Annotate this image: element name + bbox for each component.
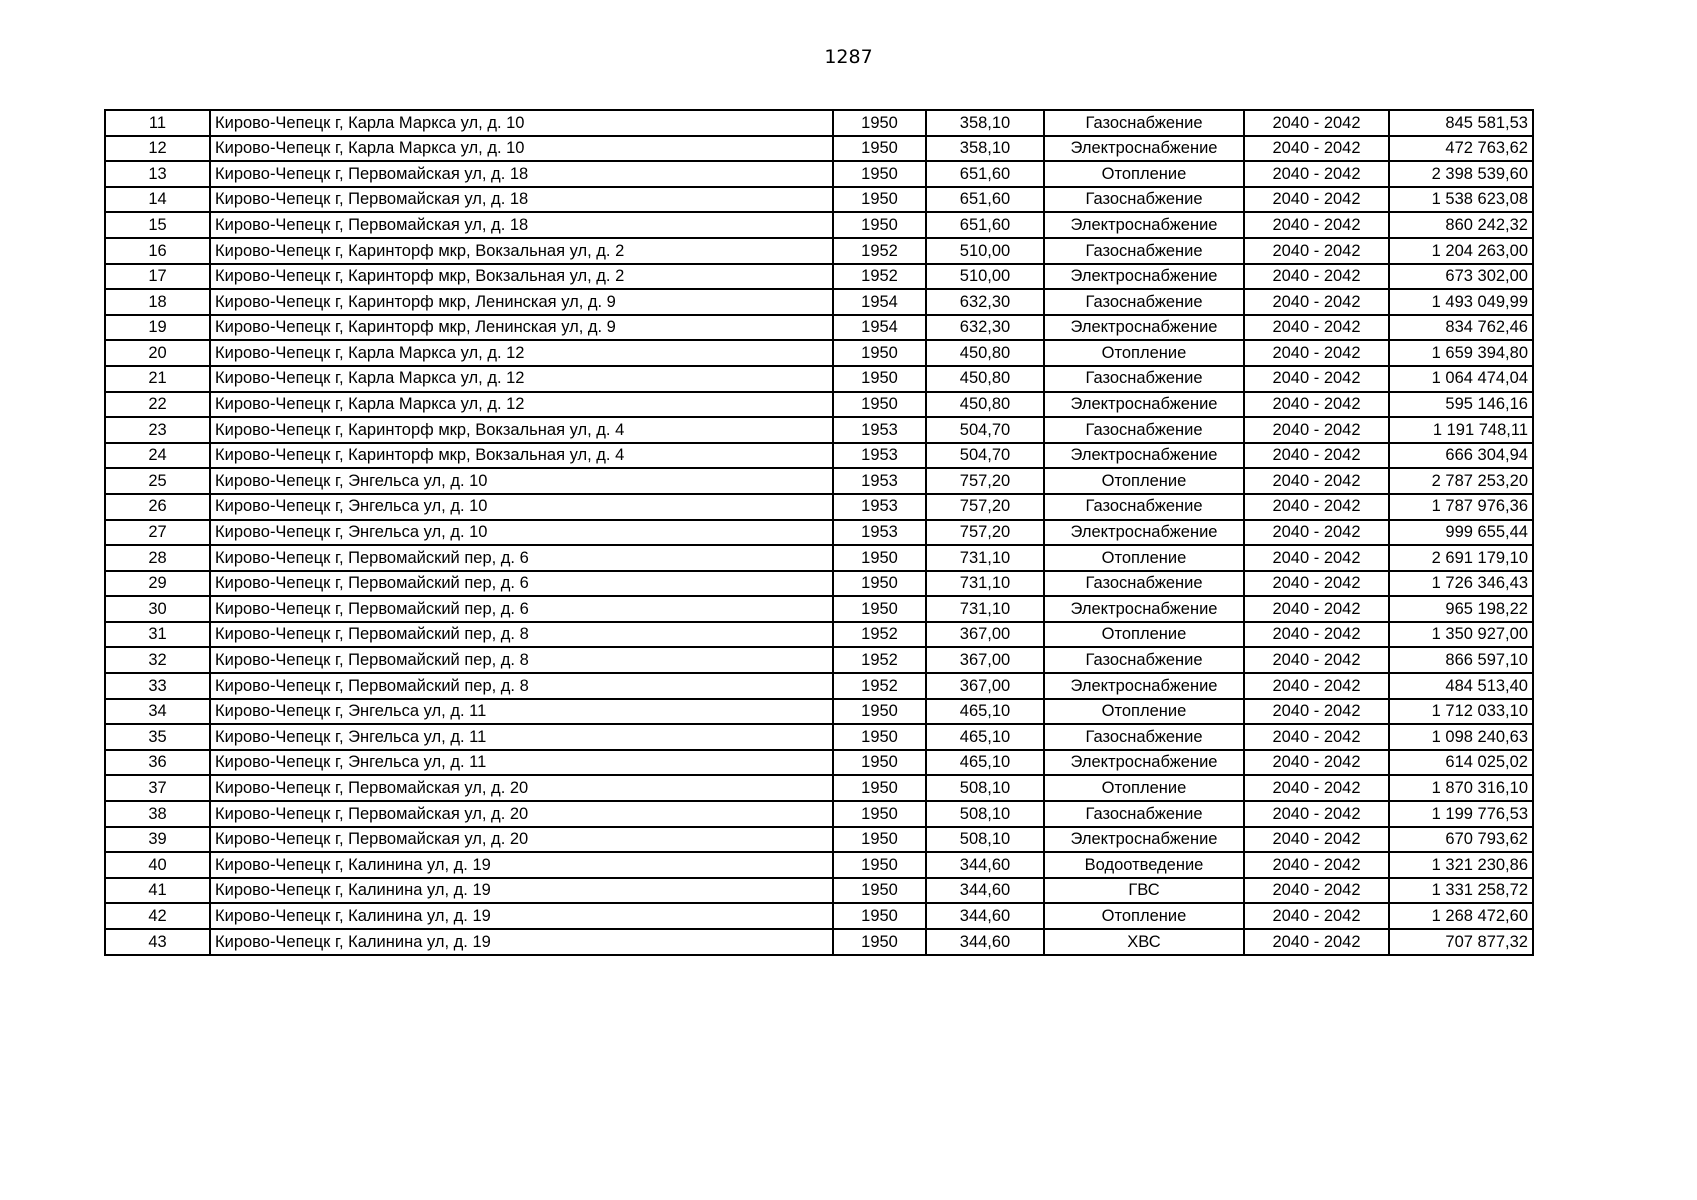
build-year-cell: 1953 <box>833 494 926 520</box>
period-cell: 2040 - 2042 <box>1244 110 1389 136</box>
build-year-cell: 1950 <box>833 929 926 955</box>
row-number-cell: 33 <box>105 673 210 699</box>
address-cell: Кирово-Чепецк г, Карла Маркса ул, д. 12 <box>210 340 833 366</box>
period-cell: 2040 - 2042 <box>1244 622 1389 648</box>
build-year-cell: 1950 <box>833 801 926 827</box>
area-cell: 358,10 <box>926 136 1044 162</box>
build-year-cell: 1952 <box>833 673 926 699</box>
cost-cell: 2 398 539,60 <box>1389 161 1533 187</box>
period-cell: 2040 - 2042 <box>1244 187 1389 213</box>
period-cell: 2040 - 2042 <box>1244 264 1389 290</box>
cost-cell: 1 204 263,00 <box>1389 238 1533 264</box>
row-number-cell: 34 <box>105 699 210 725</box>
address-cell: Кирово-Чепецк г, Первомайская ул, д. 18 <box>210 161 833 187</box>
table-row <box>105 545 1533 571</box>
area-cell: 344,60 <box>926 852 1044 878</box>
work-type-cell: Электроснабжение <box>1044 827 1244 853</box>
work-type-cell: Электроснабжение <box>1044 596 1244 622</box>
row-number-cell: 23 <box>105 417 210 443</box>
period-cell: 2040 - 2042 <box>1244 289 1389 315</box>
build-year-cell: 1950 <box>833 596 926 622</box>
address-cell: Кирово-Чепецк г, Каринторф мкр, Ленинская ул, д. 9 <box>210 315 833 341</box>
area-cell: 632,30 <box>926 289 1044 315</box>
address-cell: Кирово-Чепецк г, Каринторф мкр, Вокзальная ул, д. 4 <box>210 417 833 443</box>
work-type-cell: Электроснабжение <box>1044 392 1244 418</box>
area-cell: 504,70 <box>926 443 1044 469</box>
work-type-cell: Газоснабжение <box>1044 494 1244 520</box>
area-cell: 367,00 <box>926 673 1044 699</box>
area-cell: 731,10 <box>926 596 1044 622</box>
cost-cell: 673 302,00 <box>1389 264 1533 290</box>
table-body <box>105 110 1533 955</box>
area-cell: 465,10 <box>926 750 1044 776</box>
period-cell: 2040 - 2042 <box>1244 161 1389 187</box>
work-type-cell: Отопление <box>1044 775 1244 801</box>
cost-cell: 1 493 049,99 <box>1389 289 1533 315</box>
table-row <box>105 929 1533 955</box>
period-cell: 2040 - 2042 <box>1244 827 1389 853</box>
area-cell: 465,10 <box>926 724 1044 750</box>
build-year-cell: 1950 <box>833 775 926 801</box>
table-row <box>105 699 1533 725</box>
table-row <box>105 647 1533 673</box>
address-cell: Кирово-Чепецк г, Энгельса ул, д. 10 <box>210 520 833 546</box>
address-cell: Кирово-Чепецк г, Калинина ул, д. 19 <box>210 852 833 878</box>
cost-cell: 595 146,16 <box>1389 392 1533 418</box>
cost-cell: 1 350 927,00 <box>1389 622 1533 648</box>
table-row <box>105 852 1533 878</box>
area-cell: 731,10 <box>926 545 1044 571</box>
area-cell: 651,60 <box>926 161 1044 187</box>
cost-cell: 834 762,46 <box>1389 315 1533 341</box>
work-type-cell: Отопление <box>1044 545 1244 571</box>
cost-cell: 1 098 240,63 <box>1389 724 1533 750</box>
period-cell: 2040 - 2042 <box>1244 494 1389 520</box>
work-type-cell: Отопление <box>1044 622 1244 648</box>
area-cell: 367,00 <box>926 622 1044 648</box>
area-cell: 358,10 <box>926 110 1044 136</box>
period-cell: 2040 - 2042 <box>1244 366 1389 392</box>
row-number-cell: 15 <box>105 212 210 238</box>
build-year-cell: 1950 <box>833 366 926 392</box>
period-cell: 2040 - 2042 <box>1244 340 1389 366</box>
build-year-cell: 1952 <box>833 622 926 648</box>
cost-cell: 860 242,32 <box>1389 212 1533 238</box>
address-cell: Кирово-Чепецк г, Карла Маркса ул, д. 12 <box>210 366 833 392</box>
table-row <box>105 494 1533 520</box>
period-cell: 2040 - 2042 <box>1244 724 1389 750</box>
address-cell: Кирово-Чепецк г, Карла Маркса ул, д. 10 <box>210 136 833 162</box>
build-year-cell: 1950 <box>833 212 926 238</box>
row-number-cell: 12 <box>105 136 210 162</box>
table-row <box>105 596 1533 622</box>
table-row <box>105 289 1533 315</box>
area-cell: 508,10 <box>926 827 1044 853</box>
period-cell: 2040 - 2042 <box>1244 647 1389 673</box>
address-cell: Кирово-Чепецк г, Энгельса ул, д. 11 <box>210 699 833 725</box>
row-number-cell: 18 <box>105 289 210 315</box>
address-cell: Кирово-Чепецк г, Первомайская ул, д. 18 <box>210 187 833 213</box>
table-row <box>105 827 1533 853</box>
area-cell: 632,30 <box>926 315 1044 341</box>
table-row <box>105 622 1533 648</box>
table-row <box>105 571 1533 597</box>
row-number-cell: 25 <box>105 468 210 494</box>
area-cell: 367,00 <box>926 647 1044 673</box>
build-year-cell: 1950 <box>833 545 926 571</box>
build-year-cell: 1950 <box>833 340 926 366</box>
address-cell: Кирово-Чепецк г, Карла Маркса ул, д. 10 <box>210 110 833 136</box>
row-number-cell: 38 <box>105 801 210 827</box>
cost-cell: 1 787 976,36 <box>1389 494 1533 520</box>
row-number-cell: 41 <box>105 878 210 904</box>
work-type-cell: Электроснабжение <box>1044 443 1244 469</box>
row-number-cell: 28 <box>105 545 210 571</box>
period-cell: 2040 - 2042 <box>1244 903 1389 929</box>
cost-cell: 1 199 776,53 <box>1389 801 1533 827</box>
cost-cell: 1 659 394,80 <box>1389 340 1533 366</box>
period-cell: 2040 - 2042 <box>1244 443 1389 469</box>
build-year-cell: 1950 <box>833 136 926 162</box>
area-cell: 510,00 <box>926 264 1044 290</box>
work-type-cell: Газоснабжение <box>1044 187 1244 213</box>
cost-cell: 1 538 623,08 <box>1389 187 1533 213</box>
address-cell: Кирово-Чепецк г, Энгельса ул, д. 10 <box>210 468 833 494</box>
cost-cell: 670 793,62 <box>1389 827 1533 853</box>
row-number-cell: 13 <box>105 161 210 187</box>
address-cell: Кирово-Чепецк г, Калинина ул, д. 19 <box>210 929 833 955</box>
period-cell: 2040 - 2042 <box>1244 315 1389 341</box>
build-year-cell: 1950 <box>833 878 926 904</box>
row-number-cell: 26 <box>105 494 210 520</box>
period-cell: 2040 - 2042 <box>1244 417 1389 443</box>
build-year-cell: 1953 <box>833 443 926 469</box>
period-cell: 2040 - 2042 <box>1244 699 1389 725</box>
cost-cell: 472 763,62 <box>1389 136 1533 162</box>
build-year-cell: 1952 <box>833 264 926 290</box>
page-number: 1287 <box>824 46 873 68</box>
address-cell: Кирово-Чепецк г, Первомайский пер, д. 8 <box>210 647 833 673</box>
row-number-cell: 39 <box>105 827 210 853</box>
area-cell: 757,20 <box>926 494 1044 520</box>
build-year-cell: 1950 <box>833 750 926 776</box>
period-cell: 2040 - 2042 <box>1244 878 1389 904</box>
row-number-cell: 17 <box>105 264 210 290</box>
build-year-cell: 1950 <box>833 724 926 750</box>
area-cell: 450,80 <box>926 340 1044 366</box>
table-row <box>105 392 1533 418</box>
work-type-cell: Электроснабжение <box>1044 264 1244 290</box>
work-type-cell: Электроснабжение <box>1044 520 1244 546</box>
build-year-cell: 1953 <box>833 520 926 546</box>
build-year-cell: 1950 <box>833 392 926 418</box>
work-type-cell: Газоснабжение <box>1044 647 1244 673</box>
area-cell: 450,80 <box>926 392 1044 418</box>
address-cell: Кирово-Чепецк г, Энгельса ул, д. 11 <box>210 750 833 776</box>
table-row <box>105 161 1533 187</box>
work-type-cell: Газоснабжение <box>1044 289 1244 315</box>
period-cell: 2040 - 2042 <box>1244 545 1389 571</box>
table-row <box>105 673 1533 699</box>
work-type-cell: Электроснабжение <box>1044 315 1244 341</box>
work-type-cell: ГВС <box>1044 878 1244 904</box>
area-cell: 344,60 <box>926 903 1044 929</box>
address-cell: Кирово-Чепецк г, Первомайская ул, д. 18 <box>210 212 833 238</box>
table-row <box>105 417 1533 443</box>
cost-cell: 999 655,44 <box>1389 520 1533 546</box>
cost-cell: 1 726 346,43 <box>1389 571 1533 597</box>
build-year-cell: 1953 <box>833 468 926 494</box>
area-cell: 344,60 <box>926 929 1044 955</box>
table-row <box>105 366 1533 392</box>
table-row <box>105 775 1533 801</box>
cost-cell: 1 268 472,60 <box>1389 903 1533 929</box>
address-cell: Кирово-Чепецк г, Каринторф мкр, Вокзальная ул, д. 2 <box>210 238 833 264</box>
cost-cell: 2 691 179,10 <box>1389 545 1533 571</box>
period-cell: 2040 - 2042 <box>1244 929 1389 955</box>
row-number-cell: 37 <box>105 775 210 801</box>
table-row <box>105 264 1533 290</box>
build-year-cell: 1950 <box>833 903 926 929</box>
period-cell: 2040 - 2042 <box>1244 238 1389 264</box>
row-number-cell: 14 <box>105 187 210 213</box>
row-number-cell: 35 <box>105 724 210 750</box>
area-cell: 508,10 <box>926 775 1044 801</box>
address-cell: Кирово-Чепецк г, Калинина ул, д. 19 <box>210 903 833 929</box>
build-year-cell: 1954 <box>833 315 926 341</box>
cost-cell: 1 712 033,10 <box>1389 699 1533 725</box>
build-year-cell: 1950 <box>833 827 926 853</box>
work-type-cell: Газоснабжение <box>1044 238 1244 264</box>
work-type-cell: Газоснабжение <box>1044 366 1244 392</box>
build-year-cell: 1952 <box>833 238 926 264</box>
build-year-cell: 1950 <box>833 110 926 136</box>
row-number-cell: 27 <box>105 520 210 546</box>
build-year-cell: 1950 <box>833 699 926 725</box>
work-type-cell: Отопление <box>1044 903 1244 929</box>
area-cell: 651,60 <box>926 187 1044 213</box>
work-type-cell: Газоснабжение <box>1044 110 1244 136</box>
cost-cell: 484 513,40 <box>1389 673 1533 699</box>
table-row <box>105 136 1533 162</box>
period-cell: 2040 - 2042 <box>1244 801 1389 827</box>
cost-cell: 666 304,94 <box>1389 443 1533 469</box>
address-cell: Кирово-Чепецк г, Первомайский пер, д. 8 <box>210 673 833 699</box>
work-type-cell: Электроснабжение <box>1044 136 1244 162</box>
work-type-cell: Отопление <box>1044 468 1244 494</box>
work-type-cell: Электроснабжение <box>1044 212 1244 238</box>
work-type-cell: Электроснабжение <box>1044 750 1244 776</box>
row-number-cell: 30 <box>105 596 210 622</box>
table-row <box>105 187 1533 213</box>
address-cell: Кирово-Чепецк г, Первомайская ул, д. 20 <box>210 775 833 801</box>
table-row <box>105 903 1533 929</box>
address-cell: Кирово-Чепецк г, Каринторф мкр, Ленинская ул, д. 9 <box>210 289 833 315</box>
cost-cell: 965 198,22 <box>1389 596 1533 622</box>
work-type-cell: Отопление <box>1044 699 1244 725</box>
area-cell: 651,60 <box>926 212 1044 238</box>
table-row <box>105 878 1533 904</box>
row-number-cell: 36 <box>105 750 210 776</box>
row-number-cell: 11 <box>105 110 210 136</box>
area-cell: 757,20 <box>926 520 1044 546</box>
work-type-cell: Газоснабжение <box>1044 724 1244 750</box>
repair-schedule-table <box>104 109 1534 956</box>
build-year-cell: 1950 <box>833 852 926 878</box>
period-cell: 2040 - 2042 <box>1244 571 1389 597</box>
address-cell: Кирово-Чепецк г, Каринторф мкр, Вокзальная ул, д. 2 <box>210 264 833 290</box>
work-type-cell: Отопление <box>1044 340 1244 366</box>
address-cell: Кирово-Чепецк г, Первомайская ул, д. 20 <box>210 827 833 853</box>
work-type-cell: Газоснабжение <box>1044 571 1244 597</box>
row-number-cell: 19 <box>105 315 210 341</box>
table-row <box>105 212 1533 238</box>
table-row <box>105 801 1533 827</box>
work-type-cell: Газоснабжение <box>1044 417 1244 443</box>
row-number-cell: 16 <box>105 238 210 264</box>
address-cell: Кирово-Чепецк г, Энгельса ул, д. 10 <box>210 494 833 520</box>
work-type-cell: Отопление <box>1044 161 1244 187</box>
cost-cell: 707 877,32 <box>1389 929 1533 955</box>
work-type-cell: Электроснабжение <box>1044 673 1244 699</box>
cost-cell: 1 321 230,86 <box>1389 852 1533 878</box>
cost-cell: 1 191 748,11 <box>1389 417 1533 443</box>
cost-cell: 866 597,10 <box>1389 647 1533 673</box>
period-cell: 2040 - 2042 <box>1244 136 1389 162</box>
address-cell: Кирово-Чепецк г, Каринторф мкр, Вокзальная ул, д. 4 <box>210 443 833 469</box>
row-number-cell: 43 <box>105 929 210 955</box>
row-number-cell: 40 <box>105 852 210 878</box>
address-cell: Кирово-Чепецк г, Первомайский пер, д. 6 <box>210 545 833 571</box>
area-cell: 504,70 <box>926 417 1044 443</box>
table-row <box>105 110 1533 136</box>
row-number-cell: 24 <box>105 443 210 469</box>
table-row <box>105 750 1533 776</box>
table-row <box>105 468 1533 494</box>
address-cell: Кирово-Чепецк г, Калинина ул, д. 19 <box>210 878 833 904</box>
work-type-cell: Водоотведение <box>1044 852 1244 878</box>
build-year-cell: 1950 <box>833 161 926 187</box>
address-cell: Кирово-Чепецк г, Энгельса ул, д. 11 <box>210 724 833 750</box>
area-cell: 731,10 <box>926 571 1044 597</box>
build-year-cell: 1950 <box>833 571 926 597</box>
cost-cell: 614 025,02 <box>1389 750 1533 776</box>
period-cell: 2040 - 2042 <box>1244 392 1389 418</box>
table-row <box>105 238 1533 264</box>
period-cell: 2040 - 2042 <box>1244 750 1389 776</box>
period-cell: 2040 - 2042 <box>1244 852 1389 878</box>
build-year-cell: 1953 <box>833 417 926 443</box>
period-cell: 2040 - 2042 <box>1244 596 1389 622</box>
table-row <box>105 443 1533 469</box>
build-year-cell: 1952 <box>833 647 926 673</box>
cost-cell: 1 870 316,10 <box>1389 775 1533 801</box>
row-number-cell: 32 <box>105 647 210 673</box>
work-type-cell: Газоснабжение <box>1044 801 1244 827</box>
row-number-cell: 31 <box>105 622 210 648</box>
row-number-cell: 20 <box>105 340 210 366</box>
work-type-cell: ХВС <box>1044 929 1244 955</box>
row-number-cell: 29 <box>105 571 210 597</box>
period-cell: 2040 - 2042 <box>1244 673 1389 699</box>
table-row <box>105 340 1533 366</box>
area-cell: 757,20 <box>926 468 1044 494</box>
row-number-cell: 21 <box>105 366 210 392</box>
table-row <box>105 724 1533 750</box>
area-cell: 510,00 <box>926 238 1044 264</box>
address-cell: Кирово-Чепецк г, Первомайский пер, д. 8 <box>210 622 833 648</box>
build-year-cell: 1954 <box>833 289 926 315</box>
address-cell: Кирово-Чепецк г, Первомайская ул, д. 20 <box>210 801 833 827</box>
area-cell: 344,60 <box>926 878 1044 904</box>
period-cell: 2040 - 2042 <box>1244 520 1389 546</box>
cost-cell: 1 331 258,72 <box>1389 878 1533 904</box>
area-cell: 465,10 <box>926 699 1044 725</box>
cost-cell: 2 787 253,20 <box>1389 468 1533 494</box>
row-number-cell: 42 <box>105 903 210 929</box>
cost-cell: 845 581,53 <box>1389 110 1533 136</box>
table-row <box>105 520 1533 546</box>
build-year-cell: 1950 <box>833 187 926 213</box>
area-cell: 508,10 <box>926 801 1044 827</box>
period-cell: 2040 - 2042 <box>1244 468 1389 494</box>
address-cell: Кирово-Чепецк г, Первомайский пер, д. 6 <box>210 596 833 622</box>
address-cell: Кирово-Чепецк г, Карла Маркса ул, д. 12 <box>210 392 833 418</box>
area-cell: 450,80 <box>926 366 1044 392</box>
cost-cell: 1 064 474,04 <box>1389 366 1533 392</box>
address-cell: Кирово-Чепецк г, Первомайский пер, д. 6 <box>210 571 833 597</box>
period-cell: 2040 - 2042 <box>1244 212 1389 238</box>
row-number-cell: 22 <box>105 392 210 418</box>
table-row <box>105 315 1533 341</box>
period-cell: 2040 - 2042 <box>1244 775 1389 801</box>
